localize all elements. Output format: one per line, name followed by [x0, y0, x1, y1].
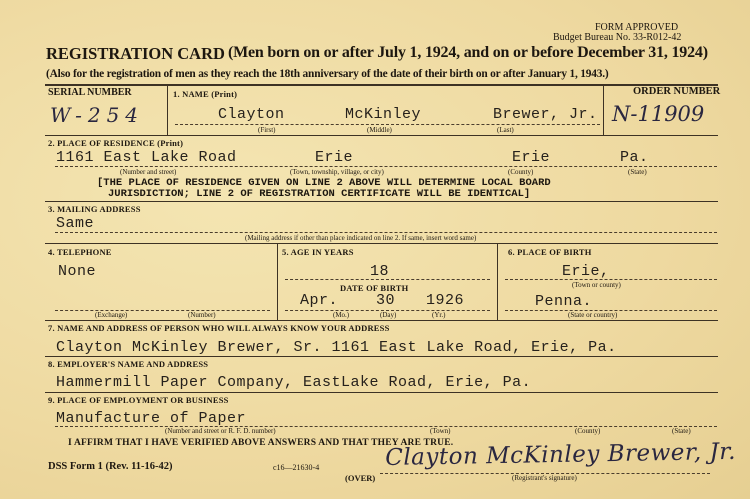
card-note: (Also for the registration of men as they reach the 18th anniversary of the date of their birth on or after January 1, 1943.) [46, 68, 609, 80]
order-label: ORDER NUMBER [633, 86, 721, 97]
employer-label: 8. EMPLOYER'S NAME AND ADDRESS [48, 359, 209, 369]
birthplace-town: Erie, [562, 263, 610, 280]
birthplace-state-caption: (State or country) [568, 311, 618, 319]
telephone-number-caption: (Number) [188, 311, 216, 319]
residence-notice-1: [THE PLACE OF RESIDENCE GIVEN ON LINE 2 ABOVE WILL DETERMINE LOCAL BOARD [97, 177, 551, 189]
mailing-value: Same [56, 215, 95, 232]
card-title: REGISTRATION CARD [46, 44, 225, 63]
serial-value: W-254 [50, 103, 145, 127]
age-label: 5. AGE IN YEARS [282, 247, 354, 257]
rule [45, 392, 718, 393]
residence-county: Erie [512, 149, 551, 166]
order-value: N-11909 [612, 102, 705, 126]
rule [45, 320, 718, 321]
residence-town: Erie [315, 149, 354, 166]
dss-form: DSS Form 1 (Rev. 11-16-42) [48, 461, 173, 472]
employment-county-caption: (County) [575, 427, 601, 435]
rule [175, 124, 600, 125]
rule [277, 243, 278, 320]
residence-notice-2: JURISDICTION; LINE 2 OF REGISTRATION CERTIFICATE WILL BE IDENTICAL] [108, 188, 531, 200]
rule [603, 84, 604, 135]
name-middle: McKinley [345, 106, 422, 123]
dob-month-caption: (Mo.) [333, 311, 350, 319]
residence-state: Pa. [620, 149, 649, 166]
rule [45, 243, 718, 244]
residence-county-caption: (County) [508, 168, 534, 176]
employment-state-caption: (State) [672, 427, 691, 435]
telephone-label: 4. TELEPHONE [48, 247, 112, 257]
rule [45, 135, 718, 136]
birthplace-label: 6. PLACE OF BIRTH [508, 247, 592, 257]
dob-month: Apr. [300, 292, 339, 309]
printer-code: c16—21630-4 [273, 463, 320, 472]
contact-label: 7. NAME AND ADDRESS OF PERSON WHO WILL ALWAYS KNOW YOUR ADDRESS [48, 323, 390, 333]
name-label: 1. NAME (Print) [173, 89, 238, 99]
telephone-value: None [58, 263, 97, 280]
mailing-caption: (Mailing address if other than place indicated on line 2. If same, insert word same) [245, 234, 477, 242]
employment-town-caption: (Town) [430, 427, 451, 435]
card-subtitle: (Men born on or after July 1, 1924, and on or before December 31, 1924) [228, 44, 708, 61]
name-first-caption: (First) [258, 126, 276, 134]
rule [505, 279, 717, 280]
over-note: (OVER) [345, 473, 376, 483]
birthplace-state: Penna. [535, 293, 593, 310]
dob-day: 30 [376, 292, 396, 309]
contact-value: Clayton McKinley Brewer, Sr. 1161 East Lake Road, Erie, Pa. [56, 339, 617, 356]
rule [167, 84, 168, 135]
rule [55, 166, 717, 167]
name-first: Clayton [218, 106, 285, 123]
form-approved: FORM APPROVED [595, 22, 679, 33]
dob-day-caption: (Day) [380, 311, 397, 319]
age-value: 18 [370, 263, 390, 280]
name-last-caption: (Last) [497, 126, 514, 134]
dob-year: 1926 [426, 292, 465, 309]
name-middle-caption: (Middle) [367, 126, 392, 134]
name-last: Brewer, Jr. [493, 106, 598, 123]
telephone-exchange-caption: (Exchange) [95, 311, 128, 319]
rule [45, 356, 718, 357]
rule [285, 279, 490, 280]
dob-year-caption: (Yr.) [432, 311, 446, 319]
employment-street-caption: (Number and street or R. F. D. number) [165, 427, 276, 435]
rule [45, 84, 718, 86]
budget-bureau: Budget Bureau No. 33-R012-42 [553, 32, 682, 43]
serial-label: SERIAL NUMBER [48, 87, 132, 98]
dob-label: DATE OF BIRTH [340, 283, 409, 293]
registrant-signature: Clayton McKinley Brewer, Jr. [385, 438, 737, 471]
employer-value: Hammermill Paper Company, EastLake Road, Erie, Pa. [56, 374, 532, 391]
employment-value: Manufacture of Paper [56, 410, 247, 427]
rule [55, 310, 270, 311]
residence-label: 2. PLACE OF RESIDENCE (Print) [48, 138, 184, 148]
signature-caption: (Registrant's signature) [512, 474, 577, 482]
rule [45, 201, 718, 202]
birthplace-town-caption: (Town or county) [572, 281, 621, 289]
residence-town-caption: (Town, township, village, or city) [290, 168, 384, 176]
rule [497, 243, 498, 320]
residence-street-caption: (Number and street) [120, 168, 177, 176]
residence-state-caption: (State) [628, 168, 647, 176]
rule [55, 232, 717, 233]
affirmation: I AFFIRM THAT I HAVE VERIFIED ABOVE ANSWERS AND THAT THEY ARE TRUE. [68, 438, 454, 448]
residence-street: 1161 East Lake Road [56, 149, 237, 166]
mailing-label: 3. MAILING ADDRESS [48, 204, 141, 214]
rule [55, 426, 717, 427]
employment-label: 9. PLACE OF EMPLOYMENT OR BUSINESS [48, 395, 229, 405]
